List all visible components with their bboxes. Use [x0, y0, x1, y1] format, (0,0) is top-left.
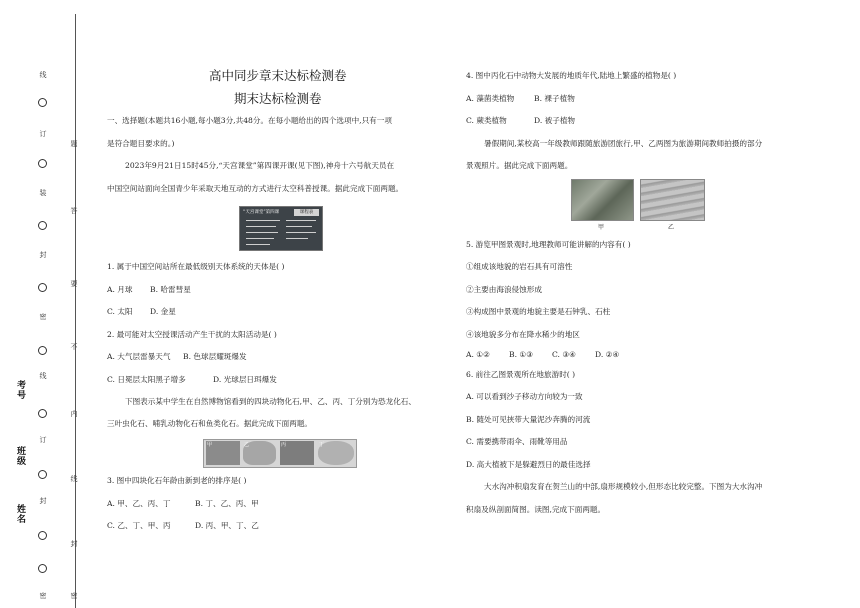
binding-hole — [38, 564, 47, 573]
passage-2-cont: 三叶虫化石、哺乳动物化石和鱼类化石。据此完成下面两题。 — [107, 419, 313, 428]
question-4: 4. 图中丙化石中动物大发展的地质年代,陆地上繁盛的植物是( ) — [466, 71, 677, 80]
q4-option-c: C. 蕨类植物 — [466, 116, 507, 125]
passage-1-cont: 中国空间站面向全国青少年采取天地互动的方式进行太空科普授课。据此完成下面两题。 — [107, 184, 404, 193]
q3-option-d: D. 丙、甲、丁、乙 — [195, 521, 259, 530]
binding-mark: 题 — [70, 140, 78, 147]
q5-option-c: C. ③④ — [552, 350, 576, 359]
binding-line — [75, 14, 76, 608]
passage-4-cont: 积扇及纵剖面简图。读图,完成下面两题。 — [466, 505, 606, 514]
q6-option-a: A. 可以看到沙子移动方向较为一致 — [466, 392, 583, 401]
binding-mark: 不 — [70, 343, 78, 350]
binding-hole — [38, 470, 47, 479]
passage-4: 大水沟冲积扇发育在贺兰山的中部,扇形规模较小,但形态比较完整。下图为大水沟冲 — [484, 482, 763, 491]
binding-mark: 密 — [39, 592, 47, 599]
figure-badge: 课程表 — [294, 209, 319, 216]
q2-option-b: B. 色球层耀斑爆发 — [183, 352, 247, 361]
section-intro: 一、选择题(本题共16小题,每小题3分,共48分。在每小题给出的四个选项中,只有一项 — [107, 116, 392, 125]
passage-3-cont: 景观照片。据此完成下面两题。 — [466, 161, 573, 170]
binding-hole — [38, 283, 47, 292]
q1-option-b: B. 哈雷彗星 — [150, 285, 191, 294]
q6-option-d: D. 高大植被下是躲避烈日的最佳选择 — [466, 460, 591, 469]
binding-hole — [38, 159, 47, 168]
q6-option-c: C. 需要携带雨伞、雨靴等用品 — [466, 437, 568, 446]
q6-option-b: B. 随处可见挟带大量泥沙奔腾的河流 — [466, 415, 591, 424]
fossil-label: 甲 — [207, 442, 213, 448]
binding-mark: 内 — [70, 410, 78, 417]
binding-mark: 密 — [70, 592, 78, 599]
question-2: 2. 最可能对太空授课活动产生干扰的太阳活动是( ) — [107, 330, 277, 339]
q1-option-c: C. 太阳 — [107, 307, 133, 316]
student-name-label: 姓名 — [15, 504, 25, 524]
photo-label: 甲 — [598, 224, 605, 231]
page-title: 高中同步章末达标检测卷 — [209, 68, 347, 83]
class-label: 班级 — [15, 446, 25, 466]
q5-item-3: ③构成图中景观的地貌主要是石钟乳、石柱 — [466, 307, 611, 316]
passage-2: 下图表示某中学生在自然博物馆看到的四块动物化石,甲、乙、丙、丁分别为恐龙化石、 — [125, 397, 416, 406]
q5-item-4: ④该地貌多分布在降水稀少的地区 — [466, 330, 580, 339]
q5-option-d: D. ②④ — [595, 350, 620, 359]
binding-mark: 线 — [70, 475, 78, 482]
binding-mark: 封 — [39, 251, 47, 258]
q2-option-d: D. 光球层日珥爆发 — [213, 375, 277, 384]
q5-item-2: ②主要由海浪侵蚀形成 — [466, 285, 542, 294]
fossil-label: 乙 — [244, 442, 250, 448]
sand-dune-photo — [640, 179, 705, 221]
q2-option-a: A. 大气层雷暴天气 — [107, 352, 171, 361]
karst-cave-photo — [571, 179, 634, 221]
question-3: 3. 图中四块化石年龄由新到老的排序是( ) — [107, 476, 247, 485]
fossil-label: 丙 — [281, 442, 287, 448]
binding-hole — [38, 409, 47, 418]
binding-hole — [38, 98, 47, 107]
binding-mark: 订 — [39, 436, 47, 443]
q3-option-a: A. 甲、乙、丙、丁 — [107, 499, 171, 508]
q1-option-d: D. 金星 — [150, 307, 176, 316]
passage-1: 2023年9月21日15时45分,“天宫课堂”第四课开课(见下图),神舟十六号航天员在 — [125, 161, 395, 170]
q1-option-a: A. 月球 — [107, 285, 133, 294]
q3-option-c: C. 乙、丁、甲、丙 — [107, 521, 171, 530]
passage-3: 暑假期间,某校高一年级教师跟随旅游团旅行,甲、乙两图为旅游期间教师拍摄的部分 — [484, 139, 763, 148]
binding-mark: 订 — [39, 130, 47, 137]
binding-mark: 要 — [70, 280, 78, 287]
binding-mark: 线 — [39, 372, 47, 379]
fossil-label: 丁 — [319, 442, 325, 448]
binding-hole — [38, 346, 47, 355]
binding-mark: 密 — [39, 313, 47, 320]
exam-no-label: 考号 — [15, 380, 25, 400]
q4-option-d: D. 被子植物 — [534, 116, 576, 125]
figure-heading: “天宫课堂”第四课 — [243, 210, 280, 215]
q5-option-a: A. ①② — [466, 350, 490, 359]
binding-mark: 装 — [39, 189, 47, 196]
q2-option-c: C. 日冕层太阳黑子增多 — [107, 375, 186, 384]
page-subtitle: 期末达标检测卷 — [234, 91, 322, 106]
fossil-figure — [203, 439, 357, 468]
q5-option-b: B. ①③ — [509, 350, 534, 359]
q5-item-1: ①组成该地貌的岩石具有可溶性 — [466, 262, 573, 271]
tiangong-classroom-figure — [239, 206, 323, 251]
section-intro-cont: 是符合题目要求的。) — [107, 139, 175, 148]
q3-option-b: B. 丁、乙、丙、甲 — [195, 499, 259, 508]
question-5: 5. 游览甲图景观时,地理教师可能讲解的内容有( ) — [466, 240, 631, 249]
binding-mark: 封 — [70, 540, 78, 547]
question-6: 6. 前往乙图景观所在地旅游时( ) — [466, 370, 576, 379]
photo-label: 乙 — [668, 224, 675, 231]
q4-option-b: B. 裸子植物 — [534, 94, 575, 103]
binding-mark: 封 — [39, 497, 47, 504]
binding-hole — [38, 221, 47, 230]
binding-mark: 线 — [39, 71, 47, 78]
question-1: 1. 属于中国空间站所在最低级别天体系统的天体是( ) — [107, 262, 285, 271]
q4-option-a: A. 藻菌类植物 — [466, 94, 515, 103]
binding-mark: 答 — [70, 207, 78, 214]
binding-hole — [38, 531, 47, 540]
